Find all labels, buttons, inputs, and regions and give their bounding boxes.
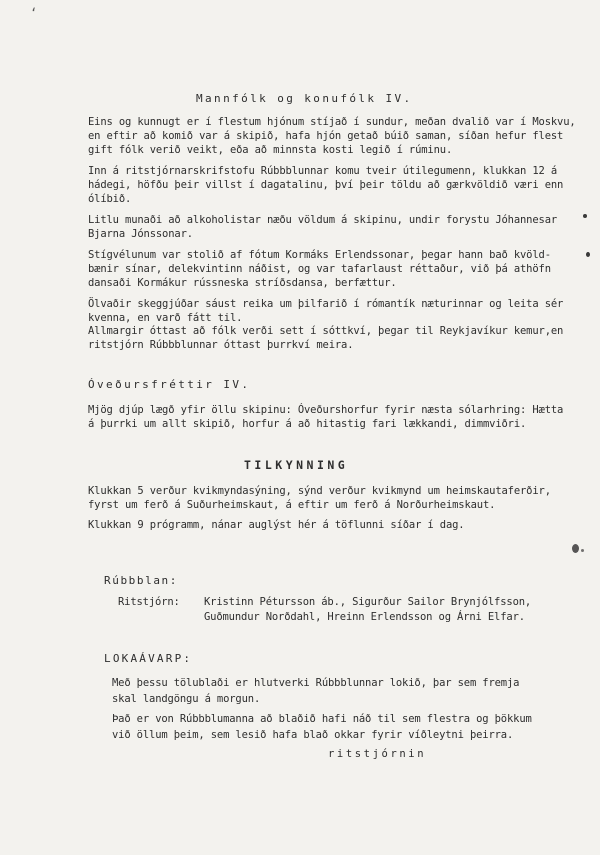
text-line: ólíbið. — [88, 193, 132, 205]
ink-spot — [572, 544, 579, 553]
text-line: Það er von Rúbbblumanna að blaðið hafi náð til sem flestra og þökkum — [112, 713, 532, 725]
masthead-names-line-2: Guðmundur Norðdahl, Hreinn Erlendsson og Árni Elfar. — [204, 611, 525, 623]
text-line: hádegi, höfðu þeir villst í dagatalinu, því þeir töldu að gærkvöldið væri enn — [88, 179, 564, 191]
text-line: bænir sínar, delekvintinn náðist, og var tafarlaust réttaður, við þá athöfn — [88, 263, 551, 275]
text-line: við öllum þeim, sem lesið hafa blað okkar fyrir víðleytni þeirra. — [112, 729, 514, 741]
text-line: en eftir að komið var á skipið, hafa hjón getað búið saman, síðan hefur flest — [88, 130, 564, 142]
ink-spot — [581, 549, 584, 552]
text-line: dansaði Kormákur rússneska stríðsdansa, berfættur. — [88, 277, 397, 289]
text-line: Ölvaðir skeggjúðar sáust reika um þilfarið í rómantík næturinnar og leita sér — [88, 298, 564, 310]
text-line: gift fólk verið veikt, eða að minnsta kosti legið í rúminu. — [88, 144, 453, 156]
corner-mark: ‘ — [30, 6, 38, 20]
text-line: Klukkan 5 verður kvikmyndasýning, sýnd verður kvikmynd um heimskautaferðir, — [88, 485, 551, 497]
section-title-mannfolk: Mannfólk og konufólk IV. — [196, 92, 413, 105]
text-line: Með þessu tölublaði er hlutverki Rúbbblunnar lokið, þar sem fremja — [112, 677, 520, 689]
ink-spot — [583, 214, 587, 218]
text-line: Eins og kunnugt er í flestum hjónum stíjað í sundur, meðan dvalið var í Moskvu, — [88, 116, 576, 128]
section-title-tilkynning: TILKYNNING — [244, 458, 349, 472]
text-line: á þurrki um allt skipið, horfur á að hitastig fari lækkandi, dimmviðri. — [88, 418, 527, 430]
text-line: skal landgöngu á morgun. — [112, 693, 261, 705]
text-line: Inn á ritstjórnarskrifstofu Rúbbblunnar komu tveir útilegumenn, klukkan 12 á — [88, 165, 558, 177]
closing-signature: ritstjórnin — [328, 748, 427, 760]
masthead-label: Ritstjórn: — [118, 596, 180, 608]
masthead-title: Rúbbblan: — [104, 574, 179, 587]
closing-title: LOKAÁVARP: — [104, 652, 193, 665]
announcement-paragraph-2: Klukkan 9 prógramm, nánar auglýst hér á töflunni síðar í dag. — [88, 519, 465, 531]
text-line: Mjög djúp lægð yfir öllu skipinu: Óveðurshorfur fyrir næsta sólarhring: Hætta — [88, 404, 564, 416]
text-line: Litlu munaði að alkoholistar næðu völdum á skipinu, undir forystu Jóhannesar — [88, 214, 558, 226]
text-line: Stígvélunum var stolið af fótum Kormáks Erlendssonar, þegar hann bað kvöld- — [88, 249, 551, 261]
text-line: ritstjórn Rúbbblunnar óttast þurrkví meira. — [88, 339, 354, 351]
text-line: Bjarna Jónssonar. — [88, 228, 193, 240]
masthead-names-line-1: Kristinn Pétursson áb., Sigurður Sailor Brynjólfsson, — [204, 596, 532, 608]
text-line: fyrst um ferð á Suðurheimskaut, á eftir um ferð á Norðurheimskaut. — [88, 499, 496, 511]
section-title-ovedursfrettir: Óveðursfréttir IV. — [88, 378, 251, 391]
text-line: Allmargir óttast að fólk verði sett í sóttkví, þegar til Reykjavíkur kemur,en — [88, 325, 564, 337]
ink-spot — [586, 252, 590, 257]
text-line: kvenna, en varð fátt til. — [88, 312, 243, 324]
